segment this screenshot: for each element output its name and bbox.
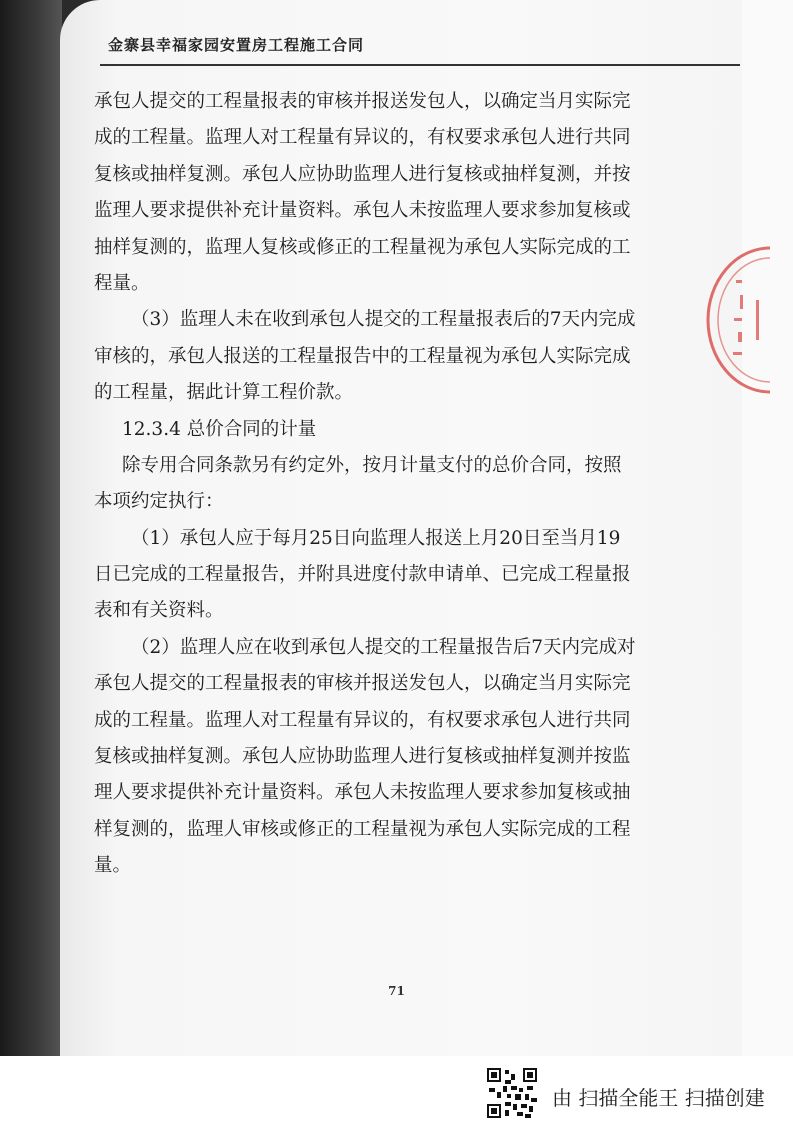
body-line: 承包人提交的工程量报表的审核并报送发包人，以确定当月实际完 [94,91,631,112]
red-seal-stamp [700,240,770,400]
section-heading: 12.3.4 总价合同的计量 [122,418,317,440]
body-line: 复核或抽样复测。承包人应协助监理人进行复核或抽样复测，并按 [94,163,631,185]
contract-body [94,84,654,885]
body-line: 理人要求提供补充计量资料。承包人未按监理人要求参加复核或抽 [94,782,631,804]
document-header-title: 金寨县幸福家园安置房工程施工合同 [108,36,365,54]
body-line: 除专用合同条款另有约定外，按月计量支付的总价合同，按照 [122,454,622,476]
body-line: 表和有关资料。 [94,600,224,622]
header-divider [100,64,740,66]
body-line: 样复测的，监理人审核或修正的工程量视为承包人实际完成的工程 [94,818,631,840]
page-right-margin [742,0,793,1056]
body-line: 复核或抽样复测。承包人应协助监理人进行复核或抽样复测并按监 [94,746,631,768]
body-line: 审核的，承包人报送的工程量报告中的工程量视为承包人实际完成 [94,345,631,367]
body-line: 的工程量，据此计算工程价款。 [94,382,354,404]
body-line: 抽样复测的，监理人复核或修正的工程量视为承包人实际完成的工 [94,236,631,258]
body-line: （1）承包人应于每月25日向监理人报送上月20日至当月19 [131,527,621,549]
body-line: 量。 [94,855,132,877]
body-line: 日已完成的工程量报告，并附具进度付款申请单、已完成工程量报 [94,564,631,586]
body-line: 监理人要求提供补充计量资料。承包人未按监理人要求参加复核或 [94,200,631,222]
scanner-watermark-label: 由 扫描全能王 扫描创建 [552,1086,765,1110]
scan-left-shadow [0,0,62,1056]
page-number: 71 [388,984,405,998]
body-line: 成的工程量。监理人对工程量有异议的，有权要求承包人进行共同 [94,127,631,149]
body-line: （2）监理人应在收到承包人提交的工程量报告后7天内完成对 [131,636,636,658]
body-line: （3）监理人未在收到承包人提交的工程量报表后的7天内完成 [131,309,636,331]
body-line: 本项约定执行： [94,491,224,513]
body-line: 程量。 [94,272,150,294]
qr-code-icon [487,1068,537,1118]
body-line: 承包人提交的工程量报表的审核并报送发包人，以确定当月实际完 [94,673,631,695]
body-line: 成的工程量。监理人对工程量有异议的，有权要求承包人进行共同 [94,709,631,731]
